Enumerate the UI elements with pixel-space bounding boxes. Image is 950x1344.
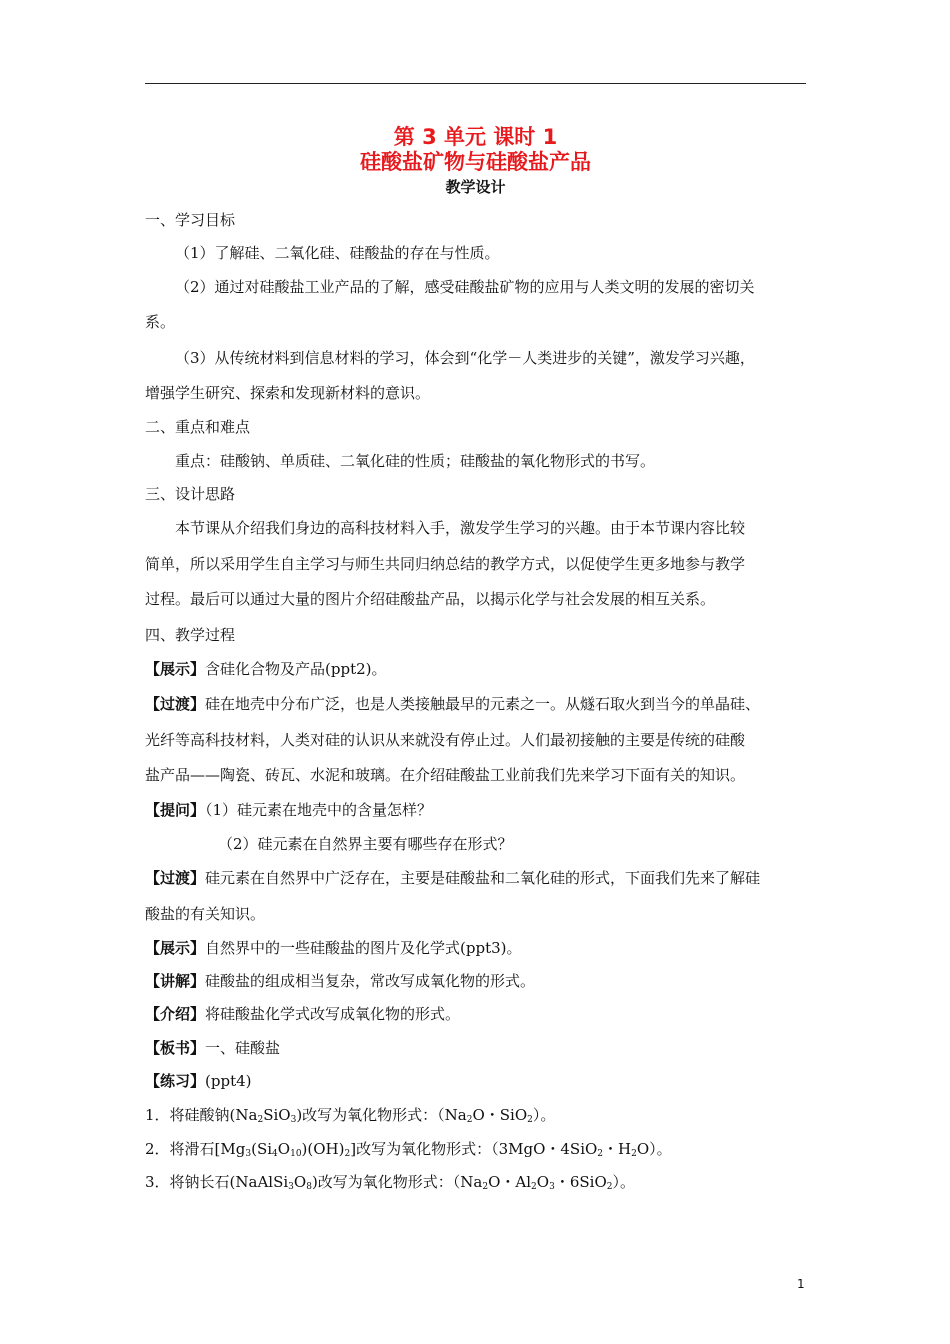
tag-question: 【提问】 bbox=[145, 801, 206, 819]
tag-show: 【展示】 bbox=[145, 939, 206, 957]
design-line-1: 本节课从介绍我们身边的高科技材料入手，激发学生学习的兴趣。由于本节课内容比较 bbox=[175, 519, 746, 537]
exercise-answer: ・H bbox=[603, 1140, 632, 1158]
subscript: 2 bbox=[344, 1149, 351, 1159]
transition-1-line-3: 盐产品——陶瓷、砖瓦、水泥和玻璃。在介绍硅酸盐工业前我们先来学习下面有关的知识。 bbox=[145, 766, 746, 784]
board-text: 一、硅酸盐 bbox=[205, 1039, 281, 1057]
process-practice bbox=[145, 1070, 252, 1092]
subscript: 3 bbox=[290, 1115, 297, 1125]
exercise-answer: ・6SiO bbox=[554, 1173, 607, 1191]
tag-transition: 【过渡】 bbox=[145, 869, 206, 887]
design-line-3: 过程。最后可以通过大量的图片介绍硅酸盐产品，以揭示化学与社会发展的相互关系。 bbox=[145, 590, 716, 608]
exercise-1 bbox=[145, 1104, 555, 1126]
tag-transition: 【过渡】 bbox=[145, 695, 206, 713]
subscript: 2 bbox=[531, 1182, 537, 1192]
exercise-text: 将硅酸钠(Na bbox=[169, 1106, 258, 1124]
subscript: 2 bbox=[606, 1182, 613, 1192]
subscript: 2 bbox=[482, 1182, 489, 1192]
goal-1: （1）了解硅、二氧化硅、硅酸盐的存在与性质。 bbox=[175, 244, 500, 262]
tag-intro: 【介绍】 bbox=[145, 1005, 206, 1023]
exercise-text: 将滑石[Mg bbox=[169, 1140, 246, 1158]
header-rule bbox=[145, 83, 806, 84]
subscript: 2 bbox=[466, 1115, 473, 1125]
section-heading-design: 三、设计思路 bbox=[145, 485, 236, 503]
exercise-number: 2． bbox=[145, 1140, 170, 1158]
doc-subtitle: 教学设计 bbox=[445, 178, 506, 196]
exercise-answer: O・SiO bbox=[472, 1106, 528, 1124]
exercise-text: O bbox=[277, 1140, 291, 1158]
explain-text: 硅酸盐的组成相当复杂，常改写成氧化物的形式。 bbox=[205, 972, 536, 990]
key-points: 重点：硅酸钠、单质硅、二氧化硅的性质；硅酸盐的氧化物形式的书写。 bbox=[175, 452, 656, 470]
exercise-text: (Si bbox=[251, 1140, 273, 1158]
subscript: 2 bbox=[527, 1115, 533, 1125]
transition-2-line-2: 酸盐的有关知识。 bbox=[145, 905, 266, 923]
section-heading-goals: 一、学习目标 bbox=[145, 211, 236, 229]
exercise-answer: ]改写为氧化物形式：（3MgO・4SiO bbox=[350, 1140, 598, 1158]
section-heading-key-points: 二、重点和难点 bbox=[145, 418, 251, 436]
exercise-text: )改写为氧化物形式：（Na bbox=[296, 1106, 467, 1124]
exercise-2 bbox=[145, 1138, 672, 1160]
subscript: 4 bbox=[272, 1149, 278, 1159]
exercise-answer: O・Al bbox=[488, 1173, 532, 1191]
exercise-text: ）。 bbox=[612, 1173, 635, 1191]
unit-title: 第 3 单元 课时 1 bbox=[393, 125, 558, 149]
exercise-number: 1． bbox=[145, 1106, 170, 1124]
process-explain bbox=[145, 970, 535, 992]
intro-text: 将硅酸盐化学式改写成氧化物的形式。 bbox=[205, 1005, 461, 1023]
section-heading-process: 四、教学过程 bbox=[145, 626, 236, 644]
exercise-text: SiO bbox=[263, 1106, 291, 1124]
tag-practice: 【练习】 bbox=[145, 1072, 206, 1090]
exercise-text: O）。 bbox=[636, 1140, 672, 1158]
subscript: 8 bbox=[306, 1182, 312, 1192]
goal-2-line-1: （2）通过对硅酸盐工业产品的了解，感受硅酸盐矿物的应用与人类文明的发展的密切关 bbox=[175, 278, 755, 296]
subscript: 3 bbox=[549, 1182, 555, 1192]
subscript: 3 bbox=[288, 1182, 294, 1192]
transition-1-text-a: 硅在地壳中分布广泛，也是人类接触最早的元素之一。从燧石取火到当今的单晶硅、 bbox=[205, 695, 761, 713]
goal-2-line-2: 系。 bbox=[145, 313, 176, 331]
tag-board: 【板书】 bbox=[145, 1039, 206, 1057]
exercise-answer: O bbox=[536, 1173, 550, 1191]
process-transition-2-line-1 bbox=[145, 867, 760, 889]
process-intro bbox=[145, 1003, 460, 1025]
process-show-2 bbox=[145, 937, 522, 959]
subscript: 3 bbox=[245, 1149, 252, 1159]
design-line-2: 简单，所以采用学生自主学习与师生共同归纳总结的教学方式，以促使学生更多地参与教学 bbox=[145, 555, 746, 573]
exercise-3 bbox=[145, 1171, 635, 1193]
exercise-text: 将钠长石(NaAlSi bbox=[169, 1173, 289, 1191]
tag-explain: 【讲解】 bbox=[145, 972, 206, 990]
exercise-number: 3． bbox=[145, 1173, 170, 1191]
process-board bbox=[145, 1037, 280, 1059]
transition-2-text-a: 硅元素在自然界中广泛存在，主要是硅酸盐和二氧化硅的形式，下面我们先来了解硅 bbox=[205, 869, 761, 887]
subscript: 10 bbox=[290, 1149, 302, 1159]
question-2: （2）硅元素在自然界主要有哪些存在形式？ bbox=[218, 835, 513, 853]
process-show-1 bbox=[145, 658, 387, 680]
page-number: 1 bbox=[797, 1277, 805, 1291]
question-1: （1）硅元素在地壳中的含量怎样？ bbox=[205, 801, 433, 819]
goal-3-line-2: 增强学生研究、探索和发现新材料的意识。 bbox=[145, 384, 431, 402]
subscript: 2 bbox=[257, 1115, 264, 1125]
tag-show: 【展示】 bbox=[145, 660, 206, 678]
subscript: 2 bbox=[631, 1149, 637, 1159]
exercise-text: O bbox=[293, 1173, 307, 1191]
exercise-text: ）。 bbox=[532, 1106, 556, 1124]
subscript: 2 bbox=[597, 1149, 604, 1159]
goal-3-line-1: （3）从传统材料到信息材料的学习，体会到“化学－人类进步的关键”，激发学习兴趣， bbox=[175, 349, 755, 367]
show-2-text: 自然界中的一些硅酸盐的图片及化学式(ppt3)。 bbox=[205, 939, 522, 957]
process-question bbox=[145, 799, 432, 821]
transition-1-line-2: 光纤等高科技材料，人类对硅的认识从来就没有停止过。人们最初接触的主要是传统的硅酸 bbox=[145, 731, 746, 749]
show-1-text: 含硅化合物及产品(ppt2)。 bbox=[205, 660, 387, 678]
main-title: 硅酸盐矿物与硅酸盐产品 bbox=[360, 150, 591, 174]
exercise-text: )改写为氧化物形式：（Na bbox=[311, 1173, 483, 1191]
exercise-text: )(OH) bbox=[301, 1140, 345, 1158]
process-transition-1-line-1 bbox=[145, 693, 760, 715]
practice-text: (ppt4) bbox=[205, 1072, 252, 1090]
